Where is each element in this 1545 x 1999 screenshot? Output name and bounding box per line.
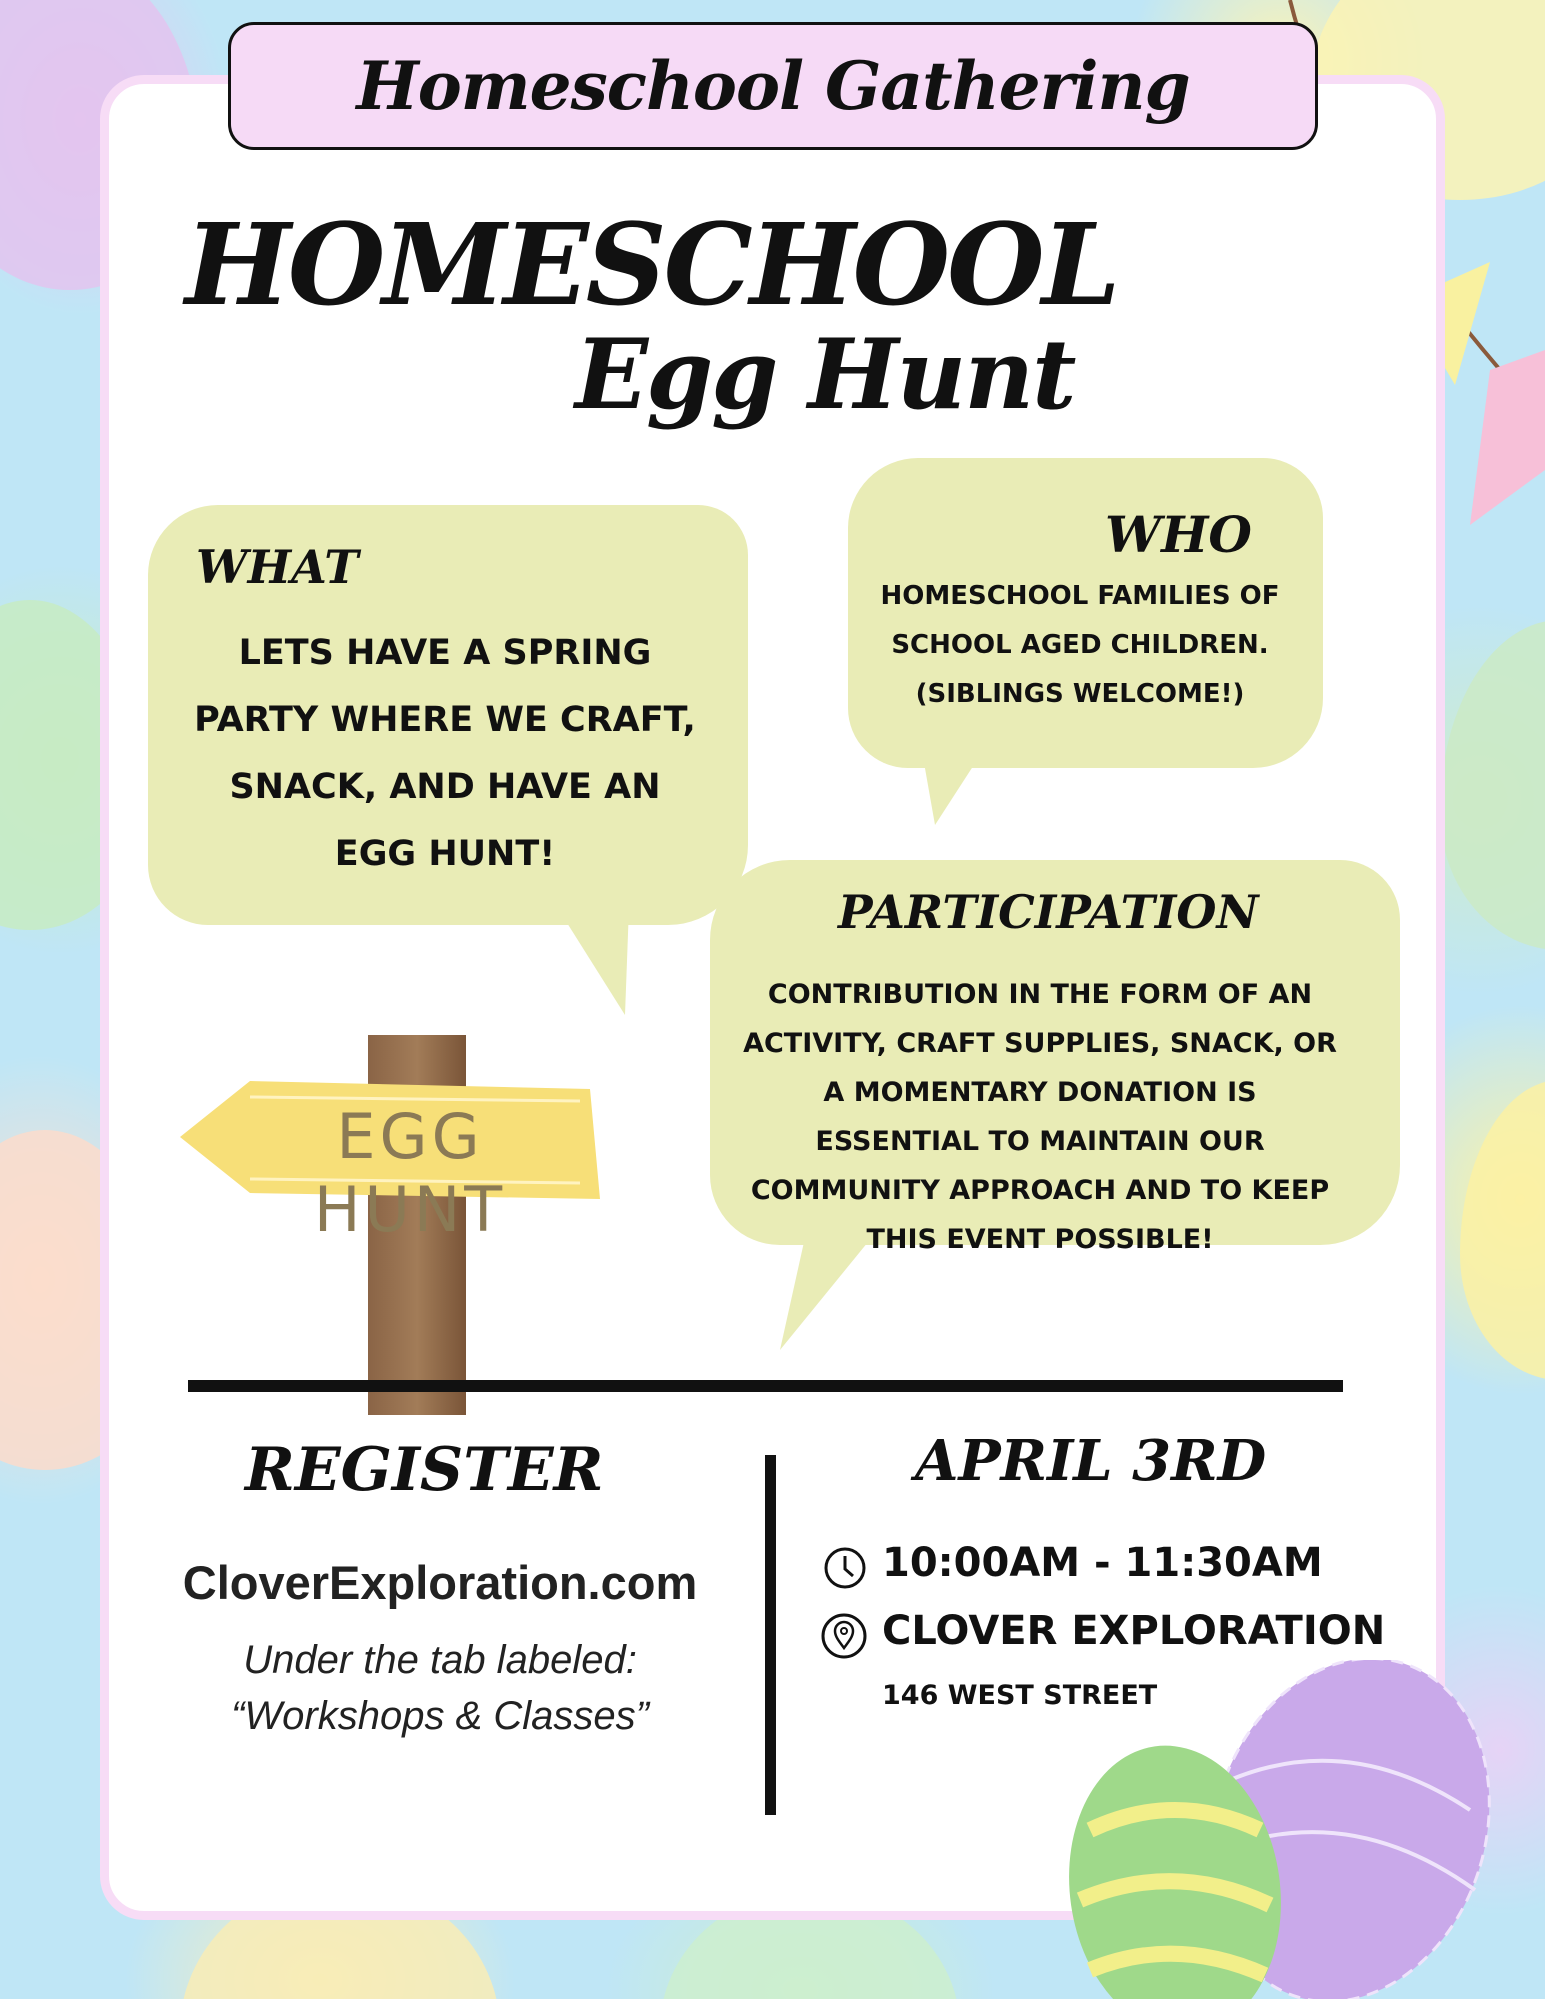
register-note-line2: “Workshops & Classes” <box>231 1694 649 1738</box>
what-text: LETS HAVE A SPRING PARTY WHERE WE CRAFT, SNACK, AND HAVE AN EGG HUNT! <box>194 633 696 874</box>
event-time: 10:00AM - 11:30AM <box>882 1540 1323 1586</box>
horizontal-divider <box>188 1380 1343 1392</box>
who-bubble-tail <box>920 740 1010 830</box>
participation-heading: PARTICIPATION <box>838 885 1259 939</box>
register-website-link[interactable]: CloverExploration.com <box>182 1556 698 1609</box>
event-location: CLOVER EXPLORATION <box>882 1608 1386 1654</box>
register-note <box>150 1632 730 1744</box>
map-pin-icon <box>820 1612 868 1660</box>
who-text: HOMESCHOOL FAMILIES OF SCHOOL AGED CHILDREN. (SIBLINGS WELCOME!) <box>880 581 1280 709</box>
page-title: HOMESCHOOL <box>185 200 1118 331</box>
bunting-flag <box>1470 350 1545 525</box>
participation-text: CONTRIBUTION IN THE FORM OF AN ACTIVITY, CRAFT SUPPLIES, SNACK, OR A MOMENTARY DONATION IS ESSENTIAL TO MAINTAIN OUR COMMUNITY APPROACH AND TO KEEP THIS EVENT POSSIBLE! <box>743 979 1337 1255</box>
background-egg <box>1440 620 1545 950</box>
decorated-eggs <box>1050 1660 1545 1999</box>
banner <box>228 22 1318 150</box>
page-subtitle: Egg Hunt <box>575 318 1075 431</box>
vertical-divider <box>765 1455 776 1815</box>
register-heading: REGISTER <box>245 1435 604 1505</box>
sign-text: EGG HUNT <box>313 1100 507 1246</box>
clock-icon <box>822 1545 868 1591</box>
register-note-line1: Under the tab labeled: <box>243 1638 637 1682</box>
background-egg <box>1460 1080 1545 1380</box>
what-bubble-tail <box>520 880 640 1020</box>
what-heading: WHAT <box>196 540 359 594</box>
who-heading: WHO <box>1105 505 1252 564</box>
event-address: 146 WEST STREET <box>882 1680 1158 1711</box>
event-date: APRIL 3RD <box>915 1428 1267 1494</box>
banner-text: Homeschool Gathering <box>356 47 1190 125</box>
